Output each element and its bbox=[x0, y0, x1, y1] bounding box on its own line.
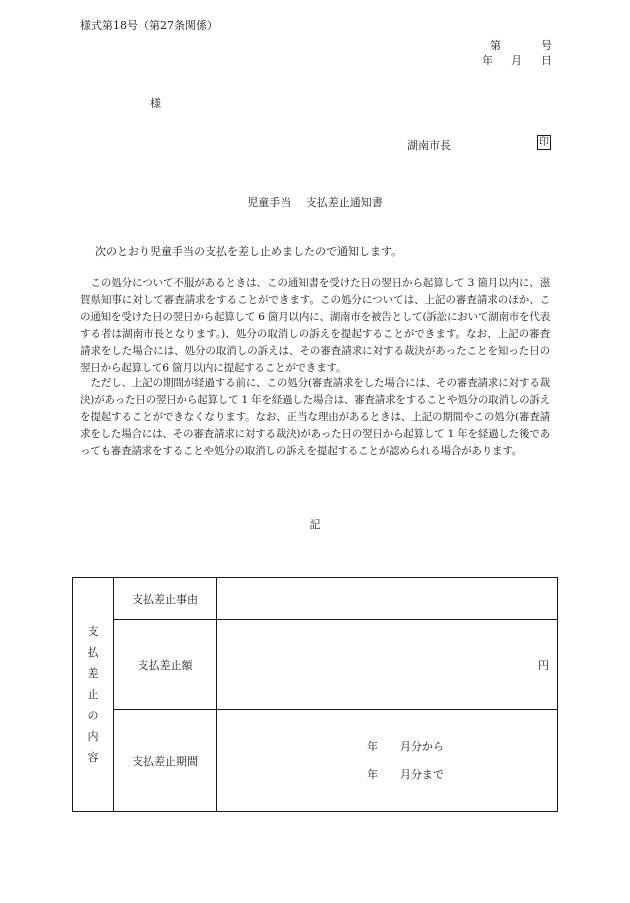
amount-value bbox=[217, 620, 558, 710]
number-suffix: 号 bbox=[541, 39, 552, 52]
ki-heading: 記 bbox=[309, 518, 321, 531]
group-label-char: 容 bbox=[87, 751, 99, 764]
number-prefix: 第 bbox=[490, 39, 501, 52]
period-value bbox=[217, 710, 558, 812]
appeal-paragraph: この処分について不服があるときは、この通知書を受けた日の翌日から起算して 3 箇月以内に、滋賀県知事に対して審査請求をすることができます。この処分については、上記の審査請求のほか、この通知を受けた日の翌日から起算して 6 箇月以内に、湖南市を被告として(訴訟において湖南市を代表する者は湖南市長となります。)、処分の取消しの訴えを提起することができます。なお、上記の審査請求をした場合には、処分の取消しの訴えは、その審査請求に対する裁決があったことを知った日の翌日から起算して6 箇月以内に提起することができます。 bbox=[80, 277, 550, 374]
period-from: 年 月分から bbox=[367, 740, 444, 753]
reason-label: 支払差止事由 bbox=[114, 578, 217, 620]
group-label-char: 払 bbox=[87, 646, 99, 659]
issuer-name: 湖南市長 bbox=[407, 139, 451, 152]
date-month: 月 bbox=[511, 54, 522, 67]
group-label bbox=[73, 578, 114, 812]
document-title: 児童手当 支払差止通知書 bbox=[247, 196, 383, 209]
amount-unit: 円 bbox=[538, 658, 549, 672]
period-to: 年 月分まで bbox=[367, 768, 444, 781]
intro-text: 次のとおり児童手当の支払を差し止めましたので通知します。 bbox=[95, 245, 403, 258]
period-label: 支払差止期間 bbox=[114, 710, 217, 812]
form-id: 様式第18号（第27条関係） bbox=[80, 19, 218, 32]
group-label-char: 止 bbox=[87, 688, 99, 701]
limitation-paragraph: ただし、上記の期間が経過する前に、この処分(審査請求をした場合には、その審査請求に対する裁決)があった日の翌日から起算して 1 年を経過した場合は、審査請求をすることや処分の取消しの訴えを提起することができなくなります。なお、正当な理由があるときは、上記の期間やこの処分(審査請求をした場合には、その審査請求に対する裁決)があった日の翌日から起算して 1 年を経過した後であっても審査請求をすることや処分の取消しの訴えを提起することが認められる場合があります。 bbox=[80, 377, 550, 457]
reason-value bbox=[217, 578, 558, 620]
date-year: 年 bbox=[482, 54, 493, 67]
group-label-char: 内 bbox=[87, 730, 99, 743]
date-day: 日 bbox=[541, 54, 552, 67]
recipient-suffix: 様 bbox=[150, 97, 161, 110]
seal-mark: 印 bbox=[539, 137, 549, 148]
group-label-char: の bbox=[87, 709, 99, 722]
suspension-details-table bbox=[72, 577, 558, 812]
group-label-char: 差 bbox=[87, 667, 99, 680]
amount-label: 支払差止額 bbox=[114, 620, 217, 710]
group-label-char: 支 bbox=[87, 625, 99, 638]
